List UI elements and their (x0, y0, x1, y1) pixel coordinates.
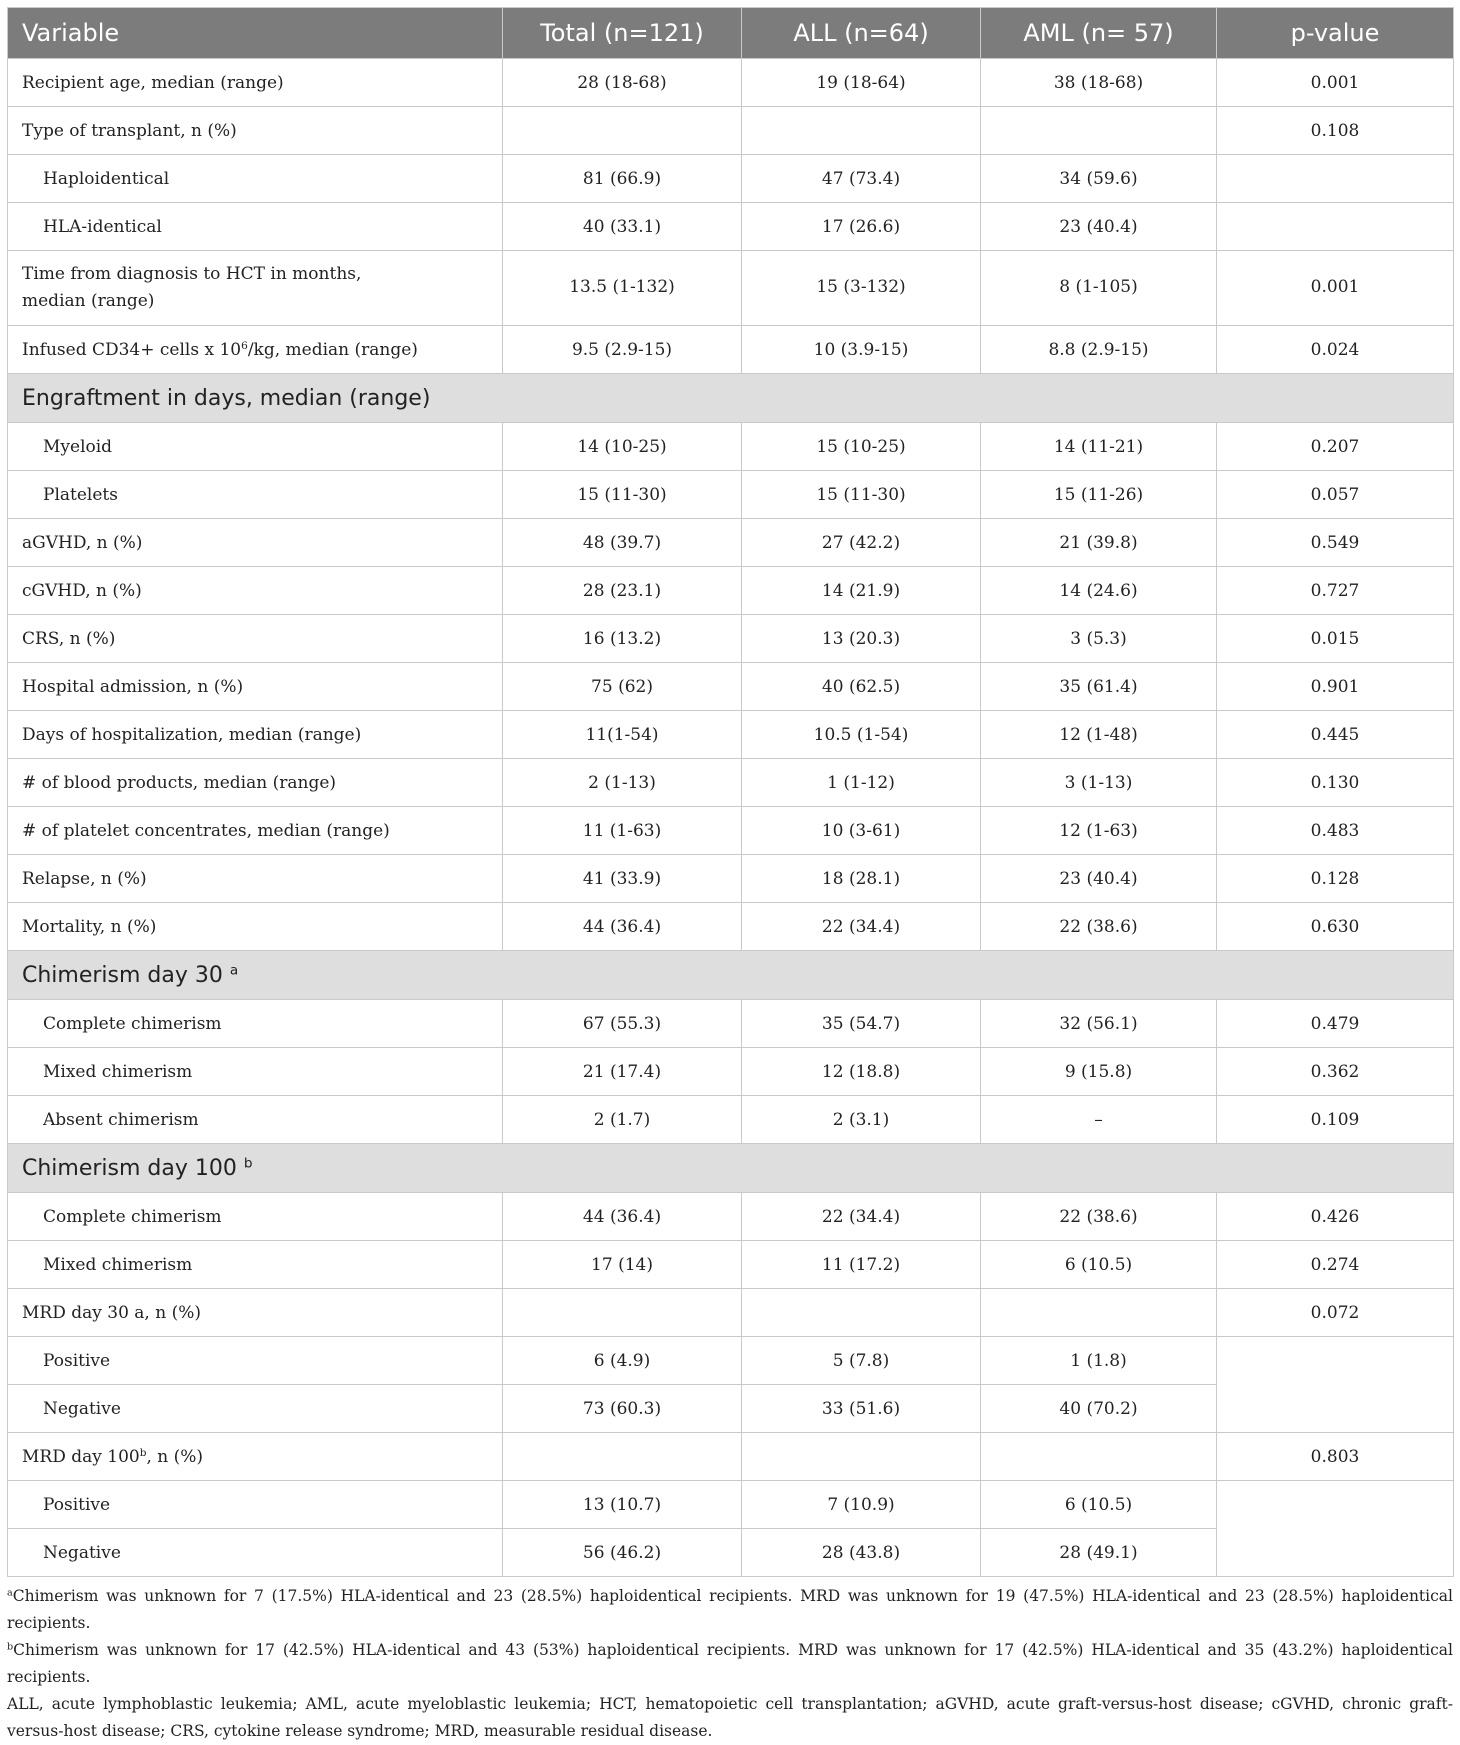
cell-pvalue: 0.901 (1217, 663, 1454, 711)
cell-pvalue: 0.426 (1217, 1193, 1454, 1241)
cell-total: 2 (1.7) (503, 1096, 742, 1144)
row-label: # of platelet concentrates, median (range) (8, 807, 503, 855)
cell-total: 16 (13.2) (503, 615, 742, 663)
cell-aml: 14 (11-21) (981, 423, 1217, 471)
footnote-b-mark: b (7, 1641, 14, 1653)
cell-total: 6 (4.9) (503, 1337, 742, 1385)
row-label: Complete chimerism (8, 1193, 503, 1241)
cell-aml: 22 (38.6) (981, 903, 1217, 951)
table-row (8, 203, 1454, 251)
footnote-a (7, 1583, 1453, 1637)
cell-all: 27 (42.2) (742, 519, 981, 567)
cell-all: 22 (34.4) (742, 1193, 981, 1241)
cell-pvalue (1217, 203, 1454, 251)
cell-total: 9.5 (2.9-15) (503, 326, 742, 374)
cell-all: 10.5 (1-54) (742, 711, 981, 759)
cell-all (742, 1289, 981, 1337)
header-all: ALL (n=64) (742, 8, 981, 59)
cell-total (503, 1289, 742, 1337)
row-label: Complete chimerism (8, 1000, 503, 1048)
cell-all: 15 (3-132) (742, 251, 981, 326)
row-label-pre: MRD day 100 (22, 1446, 140, 1467)
cell-pvalue: 0.001 (1217, 251, 1454, 326)
cell-aml: 23 (40.4) (981, 203, 1217, 251)
footnote-b (7, 1637, 1453, 1691)
row-label: Absent chimerism (8, 1096, 503, 1144)
cell-aml: 12 (1-63) (981, 807, 1217, 855)
cell-all: 17 (26.6) (742, 203, 981, 251)
cell-pvalue: 0.128 (1217, 855, 1454, 903)
table-row (8, 423, 1454, 471)
footnote-abbreviations: ALL, acute lymphoblastic leukemia; AML, acute myeloblastic leukemia; HCT, hematopoietic cell transplantation; aGVHD, acute graft-versus-host disease; cGVHD, chronic graft-versus-host disease; CRS, cytokine release syndrome; MRD, measurable residual disease. (7, 1695, 1453, 1740)
cell-all: 11 (17.2) (742, 1241, 981, 1289)
row-label: Mixed chimerism (8, 1241, 503, 1289)
cell-pvalue (1217, 155, 1454, 203)
row-label-post: , n (%) (146, 1446, 204, 1467)
results-table (7, 7, 1454, 1577)
cell-aml: 14 (24.6) (981, 567, 1217, 615)
cell-all: 40 (62.5) (742, 663, 981, 711)
cell-all: 19 (18-64) (742, 59, 981, 107)
row-label (8, 251, 503, 326)
cell-aml: 38 (18-68) (981, 59, 1217, 107)
table-row (8, 1193, 1454, 1241)
row-label: Hospital admission, n (%) (8, 663, 503, 711)
cell-all: 18 (28.1) (742, 855, 981, 903)
cell-total: 11 (1-63) (503, 807, 742, 855)
cell-total: 14 (10-25) (503, 423, 742, 471)
cell-total: 2 (1-13) (503, 759, 742, 807)
table-row (8, 1433, 1454, 1481)
table-header-row (8, 8, 1454, 59)
cell-pvalue: 0.274 (1217, 1241, 1454, 1289)
table-row (8, 471, 1454, 519)
table-row (8, 1289, 1454, 1337)
cell-pvalue: 0.108 (1217, 107, 1454, 155)
row-label: cGVHD, n (%) (8, 567, 503, 615)
table-row (8, 59, 1454, 107)
table-row (8, 1000, 1454, 1048)
footnote-a-text: Chimerism was unknown for 7 (17.5%) HLA-identical and 23 (28.5%) haploidentical recipients. MRD was unknown for 19 (47.5%) HLA-identical and 23 (28.5%) haploidentical recipients. (7, 1587, 1453, 1632)
row-label: Negative (8, 1385, 503, 1433)
row-label-line2: median (range) (22, 291, 155, 311)
table-row (8, 155, 1454, 203)
row-label: Haploidentical (8, 155, 503, 203)
cell-aml: 9 (15.8) (981, 1048, 1217, 1096)
row-label: Relapse, n (%) (8, 855, 503, 903)
cell-all: 2 (3.1) (742, 1096, 981, 1144)
cell-aml: 12 (1-48) (981, 711, 1217, 759)
cell-total: 48 (39.7) (503, 519, 742, 567)
footnote-b-text: Chimerism was unknown for 17 (42.5%) HLA-identical and 43 (53%) haploidentical recipients. MRD was unknown for 17 (42.5%) HLA-identical and 35 (43.2%) haploidentical recipients. (7, 1641, 1453, 1686)
cell-total: 67 (55.3) (503, 1000, 742, 1048)
cell-aml: 3 (1-13) (981, 759, 1217, 807)
cell-all: 10 (3.9-15) (742, 326, 981, 374)
cell-total: 15 (11-30) (503, 471, 742, 519)
row-label: Mixed chimerism (8, 1048, 503, 1096)
cell-total (503, 107, 742, 155)
cell-all: 10 (3-61) (742, 807, 981, 855)
cell-pvalue (1217, 1481, 1454, 1577)
cell-pvalue: 0.207 (1217, 423, 1454, 471)
table-row (8, 855, 1454, 903)
header-pvalue: p-value (1217, 8, 1454, 59)
header-aml: AML (n= 57) (981, 8, 1217, 59)
cell-pvalue: 0.445 (1217, 711, 1454, 759)
row-label: Platelets (8, 471, 503, 519)
section-title (8, 1144, 1454, 1193)
table-footnotes (7, 1583, 1453, 1745)
table-row (8, 903, 1454, 951)
cell-total: 40 (33.1) (503, 203, 742, 251)
section-title-text: Chimerism day 30 (22, 962, 223, 988)
row-label: CRS, n (%) (8, 615, 503, 663)
cell-aml: 34 (59.6) (981, 155, 1217, 203)
cell-aml: – (981, 1096, 1217, 1144)
cell-pvalue (1217, 1337, 1454, 1433)
cell-total: 13 (10.7) (503, 1481, 742, 1529)
cell-aml: 6 (10.5) (981, 1241, 1217, 1289)
section-title-sup: b (243, 1155, 253, 1171)
cell-pvalue: 0.015 (1217, 615, 1454, 663)
cell-aml (981, 1289, 1217, 1337)
cell-total: 81 (66.9) (503, 155, 742, 203)
table-container (7, 7, 1453, 1745)
cell-pvalue: 0.001 (1217, 59, 1454, 107)
cell-aml: 35 (61.4) (981, 663, 1217, 711)
row-label: Myeloid (8, 423, 503, 471)
cell-all: 13 (20.3) (742, 615, 981, 663)
cell-total: 28 (18-68) (503, 59, 742, 107)
cell-pvalue: 0.072 (1217, 1289, 1454, 1337)
row-label: aGVHD, n (%) (8, 519, 503, 567)
table-row (8, 107, 1454, 155)
cell-total: 56 (46.2) (503, 1529, 742, 1577)
cell-aml: 21 (39.8) (981, 519, 1217, 567)
footnote-a-mark: a (7, 1587, 13, 1599)
cell-pvalue: 0.362 (1217, 1048, 1454, 1096)
section-title-sup: a (229, 962, 239, 978)
cell-pvalue: 0.727 (1217, 567, 1454, 615)
cell-total (503, 1433, 742, 1481)
cell-aml: 40 (70.2) (981, 1385, 1217, 1433)
cell-all: 14 (21.9) (742, 567, 981, 615)
row-label: Recipient age, median (range) (8, 59, 503, 107)
cell-total: 21 (17.4) (503, 1048, 742, 1096)
row-label: Days of hospitalization, median (range) (8, 711, 503, 759)
row-label: MRD day 30 a, n (%) (8, 1289, 503, 1337)
table-row (8, 1337, 1454, 1385)
cell-aml: 28 (49.1) (981, 1529, 1217, 1577)
table-row (8, 1096, 1454, 1144)
cell-aml: 22 (38.6) (981, 1193, 1217, 1241)
cell-all: 22 (34.4) (742, 903, 981, 951)
cell-pvalue: 0.803 (1217, 1433, 1454, 1481)
row-label-sup: 6 (241, 339, 248, 352)
section-row (8, 374, 1454, 423)
cell-all: 35 (54.7) (742, 1000, 981, 1048)
cell-pvalue: 0.483 (1217, 807, 1454, 855)
cell-all: 5 (7.8) (742, 1337, 981, 1385)
cell-all (742, 1433, 981, 1481)
cell-aml: 6 (10.5) (981, 1481, 1217, 1529)
cell-all: 12 (18.8) (742, 1048, 981, 1096)
cell-all: 15 (11-30) (742, 471, 981, 519)
header-total: Total (n=121) (503, 8, 742, 59)
table-row (8, 519, 1454, 567)
cell-aml: 32 (56.1) (981, 1000, 1217, 1048)
cell-aml: 23 (40.4) (981, 855, 1217, 903)
cell-all: 47 (73.4) (742, 155, 981, 203)
cell-aml: 3 (5.3) (981, 615, 1217, 663)
row-label: HLA-identical (8, 203, 503, 251)
row-label: Negative (8, 1529, 503, 1577)
section-title (8, 951, 1454, 1000)
cell-pvalue: 0.479 (1217, 1000, 1454, 1048)
cell-pvalue: 0.109 (1217, 1096, 1454, 1144)
section-title-text: Chimerism day 100 (22, 1155, 237, 1181)
table-row (8, 759, 1454, 807)
row-label: Positive (8, 1481, 503, 1529)
section-row (8, 1144, 1454, 1193)
row-label: Positive (8, 1337, 503, 1385)
table-row (8, 1048, 1454, 1096)
cell-all: 7 (10.9) (742, 1481, 981, 1529)
cell-total: 75 (62) (503, 663, 742, 711)
table-row (8, 615, 1454, 663)
row-label-post: /kg, median (range) (247, 339, 418, 360)
cell-total: 44 (36.4) (503, 903, 742, 951)
table-row (8, 711, 1454, 759)
cell-total: 28 (23.1) (503, 567, 742, 615)
table-row (8, 807, 1454, 855)
cell-pvalue: 0.024 (1217, 326, 1454, 374)
header-variable: Variable (8, 8, 503, 59)
cell-all: 28 (43.8) (742, 1529, 981, 1577)
cell-total: 73 (60.3) (503, 1385, 742, 1433)
row-label-pre: Infused CD34+ cells x 10 (22, 339, 242, 360)
section-row (8, 951, 1454, 1000)
cell-all: 33 (51.6) (742, 1385, 981, 1433)
row-label-sup: b (139, 1446, 147, 1459)
row-label: Type of transplant, n (%) (8, 107, 503, 155)
table-row (8, 251, 1454, 326)
cell-total: 17 (14) (503, 1241, 742, 1289)
cell-pvalue: 0.630 (1217, 903, 1454, 951)
cell-aml (981, 1433, 1217, 1481)
cell-pvalue: 0.057 (1217, 471, 1454, 519)
cell-total: 41 (33.9) (503, 855, 742, 903)
table-row (8, 1241, 1454, 1289)
row-label (8, 1433, 503, 1481)
cell-total: 44 (36.4) (503, 1193, 742, 1241)
row-label: # of blood products, median (range) (8, 759, 503, 807)
cell-all: 15 (10-25) (742, 423, 981, 471)
cell-total: 13.5 (1-132) (503, 251, 742, 326)
table-row (8, 1481, 1454, 1529)
cell-pvalue: 0.549 (1217, 519, 1454, 567)
table-row (8, 326, 1454, 374)
cell-all: 1 (1-12) (742, 759, 981, 807)
table-row (8, 567, 1454, 615)
row-label (8, 326, 503, 374)
cell-pvalue: 0.130 (1217, 759, 1454, 807)
section-title: Engraftment in days, median (range) (8, 374, 1454, 423)
cell-aml: 15 (11-26) (981, 471, 1217, 519)
row-label-line1: Time from diagnosis to HCT in months, (22, 263, 362, 284)
cell-aml: 8 (1-105) (981, 251, 1217, 326)
cell-all (742, 107, 981, 155)
table-row (8, 663, 1454, 711)
cell-aml (981, 107, 1217, 155)
cell-aml: 8.8 (2.9-15) (981, 326, 1217, 374)
row-label: Mortality, n (%) (8, 903, 503, 951)
cell-total: 11(1-54) (503, 711, 742, 759)
cell-aml: 1 (1.8) (981, 1337, 1217, 1385)
